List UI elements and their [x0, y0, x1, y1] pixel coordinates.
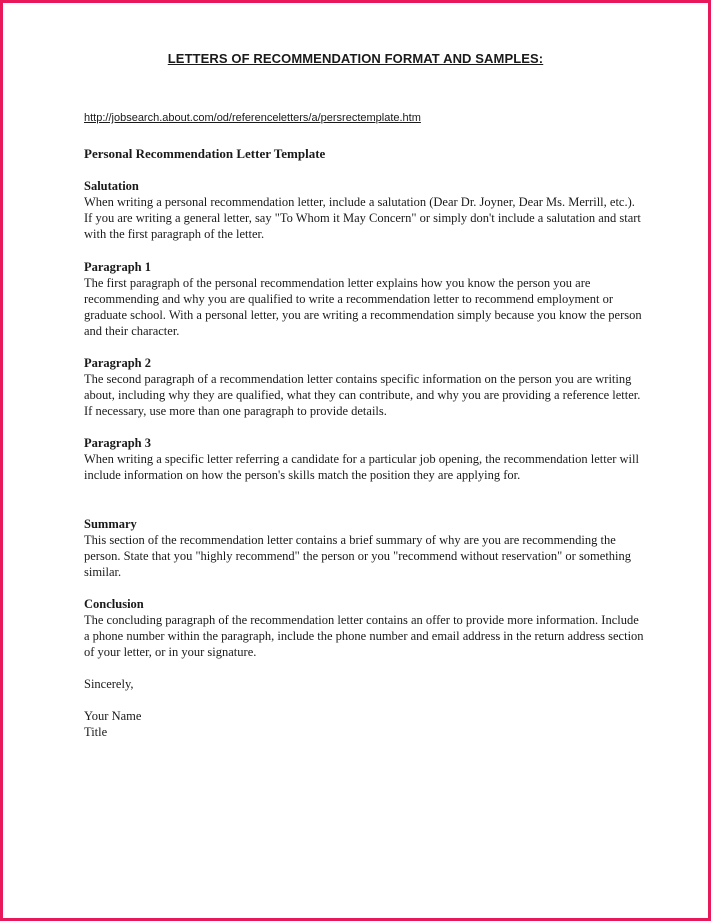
section-summary [84, 516, 644, 580]
section-conclusion [84, 596, 644, 660]
section-salutation [84, 178, 644, 242]
closing: Sincerely, [84, 677, 134, 691]
section-body: This section of the recommendation letter contains a brief summary of why are you are recommending the person. State that you "highly recommend" the person or you "recommend without reservation" or something similar. [84, 533, 632, 579]
section-body: The second paragraph of a recommendation letter contains specific information on the person you are writing about, including why they are qualified, what they can contribute, and why you are providing a reference letter. If necessary, use more than one paragraph to provide details. [84, 372, 641, 418]
section-body: When writing a specific letter referring a candidate for a particular job opening, the recommendation letter will include information on how the person's skills match the position they are applying for. [84, 452, 639, 482]
section-body: The concluding paragraph of the recommendation letter contains an offer to provide more information. Include a phone number within the paragraph, include the phone number and email address in the return address section of your letter, or in your signature. [84, 613, 644, 659]
section-heading: Paragraph 3 [84, 436, 152, 450]
page-title: LETTERS OF RECOMMENDATION FORMAT AND SAMPLES: [167, 51, 544, 66]
signature-title: Title [84, 725, 108, 739]
section-heading: Paragraph 2 [84, 356, 152, 370]
section-paragraph-1 [84, 259, 644, 339]
section-heading: Conclusion [84, 597, 144, 611]
section-heading: Summary [84, 517, 137, 531]
section-paragraph-3 [84, 435, 644, 483]
section-heading: Salutation [84, 179, 139, 193]
section-body: When writing a personal recommendation letter, include a salutation (Dear Dr. Joyner, Dear Ms. Merrill, etc.). If you are writing a general letter, say "To Whom it May Concern" or simply don't include a salutation and start with the first paragraph of the letter. [84, 195, 641, 241]
section-body: The first paragraph of the personal recommendation letter explains how you know the person you are recommending and why you are qualified to write a recommendation letter to recommend employment or graduate school. With a personal letter, you are writing a recommendation simply because you know the person and their character. [84, 276, 642, 338]
section-paragraph-2 [84, 355, 644, 419]
section-heading: Paragraph 1 [84, 260, 152, 274]
signature-name: Your Name [84, 709, 142, 723]
document-heading: Personal Recommendation Letter Template [84, 146, 326, 161]
reference-link[interactable]: http://jobsearch.about.com/od/referenceletters/a/persrectemplate.htm [84, 112, 421, 124]
